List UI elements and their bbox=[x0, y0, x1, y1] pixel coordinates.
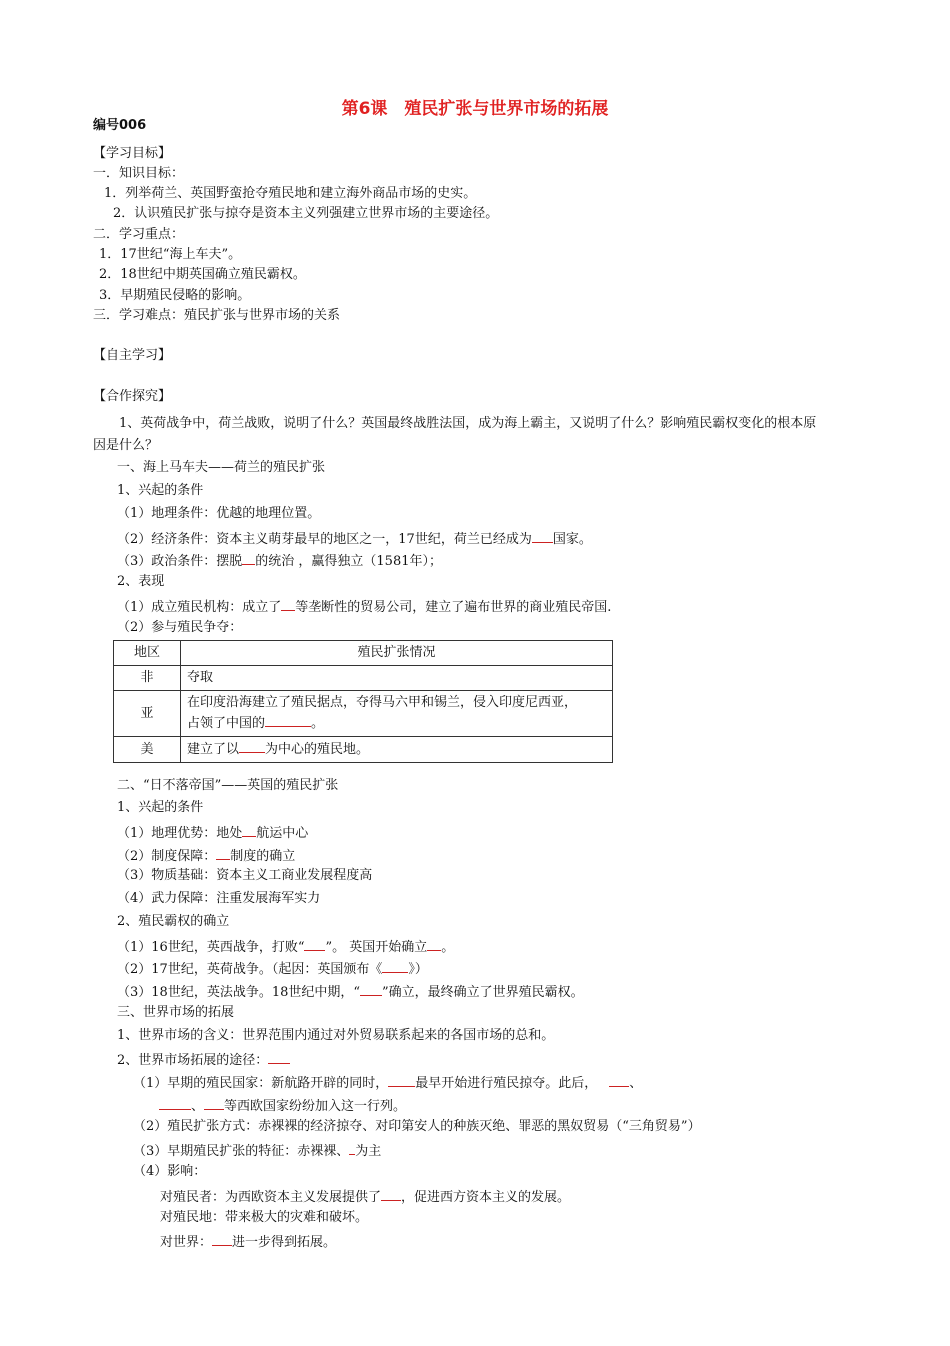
fill-blank bbox=[268, 1050, 290, 1064]
table-cell-region: 亚 bbox=[114, 691, 181, 737]
fill-blank bbox=[382, 959, 408, 973]
fill-blank bbox=[239, 739, 265, 753]
fill-blank bbox=[159, 1096, 191, 1110]
table-row bbox=[114, 691, 613, 737]
performance-item: （1）成立殖民机构：成立了 等垄断性的贸易公司，建立了遍布世界的商业殖民帝国. bbox=[117, 597, 611, 616]
part-1-heading: 一、海上马车夫——荷兰的殖民扩张 bbox=[117, 460, 326, 475]
expansion-item-cont: 、 等西欧国家纷纷加入这一行列。 bbox=[159, 1096, 406, 1115]
expansion-item: （4）影响： bbox=[133, 1164, 207, 1179]
goal-item: 2．认识殖民扩张与掠夺是资本主义列强建立世界市场的主要途径。 bbox=[113, 206, 499, 221]
fill-blank bbox=[381, 1187, 401, 1201]
fill-blank bbox=[304, 937, 325, 951]
fill-blank bbox=[532, 529, 553, 543]
table-cell: 夺取 bbox=[181, 666, 613, 691]
sub-heading: 2、表现 bbox=[117, 574, 165, 589]
condition-item: （3）政治条件：摆脱 的统治 ，赢得独立（1581年）； bbox=[117, 551, 442, 570]
focus-item: 3．早期殖民侵略的影响。 bbox=[99, 288, 251, 303]
fill-blank bbox=[216, 846, 230, 860]
expansion-item: （1）早期的殖民国家：新航路开辟的同时， 最早开始进行殖民掠夺。此后， 、 bbox=[133, 1073, 642, 1092]
fill-blank bbox=[281, 597, 295, 611]
hegemony-item: （2）17世纪，英荷战争。（起因：英国颁布《 》） bbox=[117, 959, 428, 978]
fill-blank bbox=[609, 1073, 629, 1087]
table-cell: 在印度沿海建立了殖民据点，夺得马六甲和锡兰，侵入印度尼西亚， 占领了中国的 。 bbox=[181, 691, 613, 737]
section-self-study: 【自主学习】 bbox=[93, 348, 172, 363]
expansion-item: （3）早期殖民扩张的特征：赤裸裸、 为主 bbox=[133, 1141, 381, 1160]
page-title: 第6课 殖民扩张与世界市场的拓展 bbox=[341, 99, 609, 119]
fill-blank bbox=[427, 937, 441, 951]
hegemony-item: （1）16世纪，英西战争，打败“ ”。 英国开始确立 。 bbox=[117, 937, 454, 956]
hegemony-item: （3）18世纪，英法战争。18世纪中期，“ ”确立，最终确立了世界殖民霸权。 bbox=[117, 982, 584, 1001]
table-cell: 建立了以 为中心的殖民地。 bbox=[181, 737, 613, 763]
condition-item: （2）制度保障： 制度的确立 bbox=[117, 846, 295, 865]
colonial-table bbox=[113, 640, 613, 763]
table-header: 地区 bbox=[114, 641, 181, 666]
condition-item: （1）地理条件：优越的地理位置。 bbox=[117, 506, 321, 521]
fill-blank bbox=[360, 982, 382, 996]
question-1-cont: 因是什么？ bbox=[93, 438, 159, 453]
condition-item: （3）物质基础：资本主义工商业发展程度高 bbox=[117, 868, 373, 883]
goal-item: 1．列举荷兰、英国野蛮抢夺殖民地和建立海外商品市场的史实。 bbox=[104, 186, 477, 201]
part-2-heading: 二、“日不落帝国”——英国的殖民扩张 bbox=[117, 778, 339, 793]
fill-blank bbox=[388, 1073, 415, 1087]
doc-number: 编号006 bbox=[93, 118, 147, 133]
fill-blank bbox=[204, 1096, 224, 1110]
sub-heading: 1、兴起的条件 bbox=[117, 483, 204, 498]
impact-item: 对世界： 进一步得到拓展。 bbox=[160, 1232, 336, 1251]
focus-item: 1．17世纪“海上车夫”。 bbox=[99, 247, 242, 262]
sub-heading: 2、世界市场拓展的途径： bbox=[117, 1050, 290, 1069]
table-row bbox=[114, 737, 613, 763]
question-1: 1、英荷战争中，荷兰战败，说明了什么？英国最终战胜法国，成为海上霸主，又说明了什么？影响殖民霸权变化的根本原 bbox=[119, 416, 817, 431]
focus-heading: 二．学习重点： bbox=[93, 227, 185, 242]
focus-item: 2．18世纪中期英国确立殖民霸权。 bbox=[99, 267, 306, 282]
performance-item: （2）参与殖民争夺： bbox=[117, 620, 243, 635]
condition-item: （1）地理优势：地处 航运中心 bbox=[117, 823, 308, 842]
condition-item: （4）武力保障：注重发展海军实力 bbox=[117, 891, 321, 906]
condition-item: （2）经济条件：资本主义萌芽最早的地区之一，17世纪，荷兰已经成为 国家。 bbox=[117, 529, 592, 548]
fill-blank bbox=[242, 823, 256, 837]
goal-knowledge-heading: 一．知识目标： bbox=[93, 166, 185, 181]
difficulty-heading: 三．学习难点：殖民扩张与世界市场的关系 bbox=[93, 308, 341, 323]
fill-blank bbox=[265, 713, 311, 727]
section-learning-goals: 【学习目标】 bbox=[93, 146, 172, 161]
sub-heading: 2、殖民霸权的确立 bbox=[117, 914, 230, 929]
impact-item: 对殖民地：带来极大的灾难和破坏。 bbox=[160, 1210, 369, 1225]
part-3-heading: 三、世界市场的拓展 bbox=[117, 1005, 235, 1020]
table-cell-region: 非 bbox=[114, 666, 181, 691]
table-row bbox=[114, 666, 613, 691]
sub-heading: 1、兴起的条件 bbox=[117, 800, 204, 815]
fill-blank bbox=[212, 1232, 232, 1246]
fill-blank bbox=[242, 551, 255, 565]
table-cell-region: 美 bbox=[114, 737, 181, 763]
table-header-row bbox=[114, 641, 613, 666]
sub-heading: 1、世界市场的含义：世界范围内通过对外贸易联系起来的各国市场的总和。 bbox=[117, 1028, 555, 1043]
impact-item: 对殖民者：为西欧资本主义发展提供了 ，促进西方资本主义的发展。 bbox=[160, 1187, 570, 1206]
table-header: 殖民扩张情况 bbox=[181, 641, 613, 666]
expansion-item: （2）殖民扩张方式：赤裸裸的经济掠夺、对印第安人的种族灭绝、罪恶的黑奴贸易（“三角贸易”） bbox=[133, 1119, 701, 1134]
section-cooperative: 【合作探究】 bbox=[93, 389, 172, 404]
